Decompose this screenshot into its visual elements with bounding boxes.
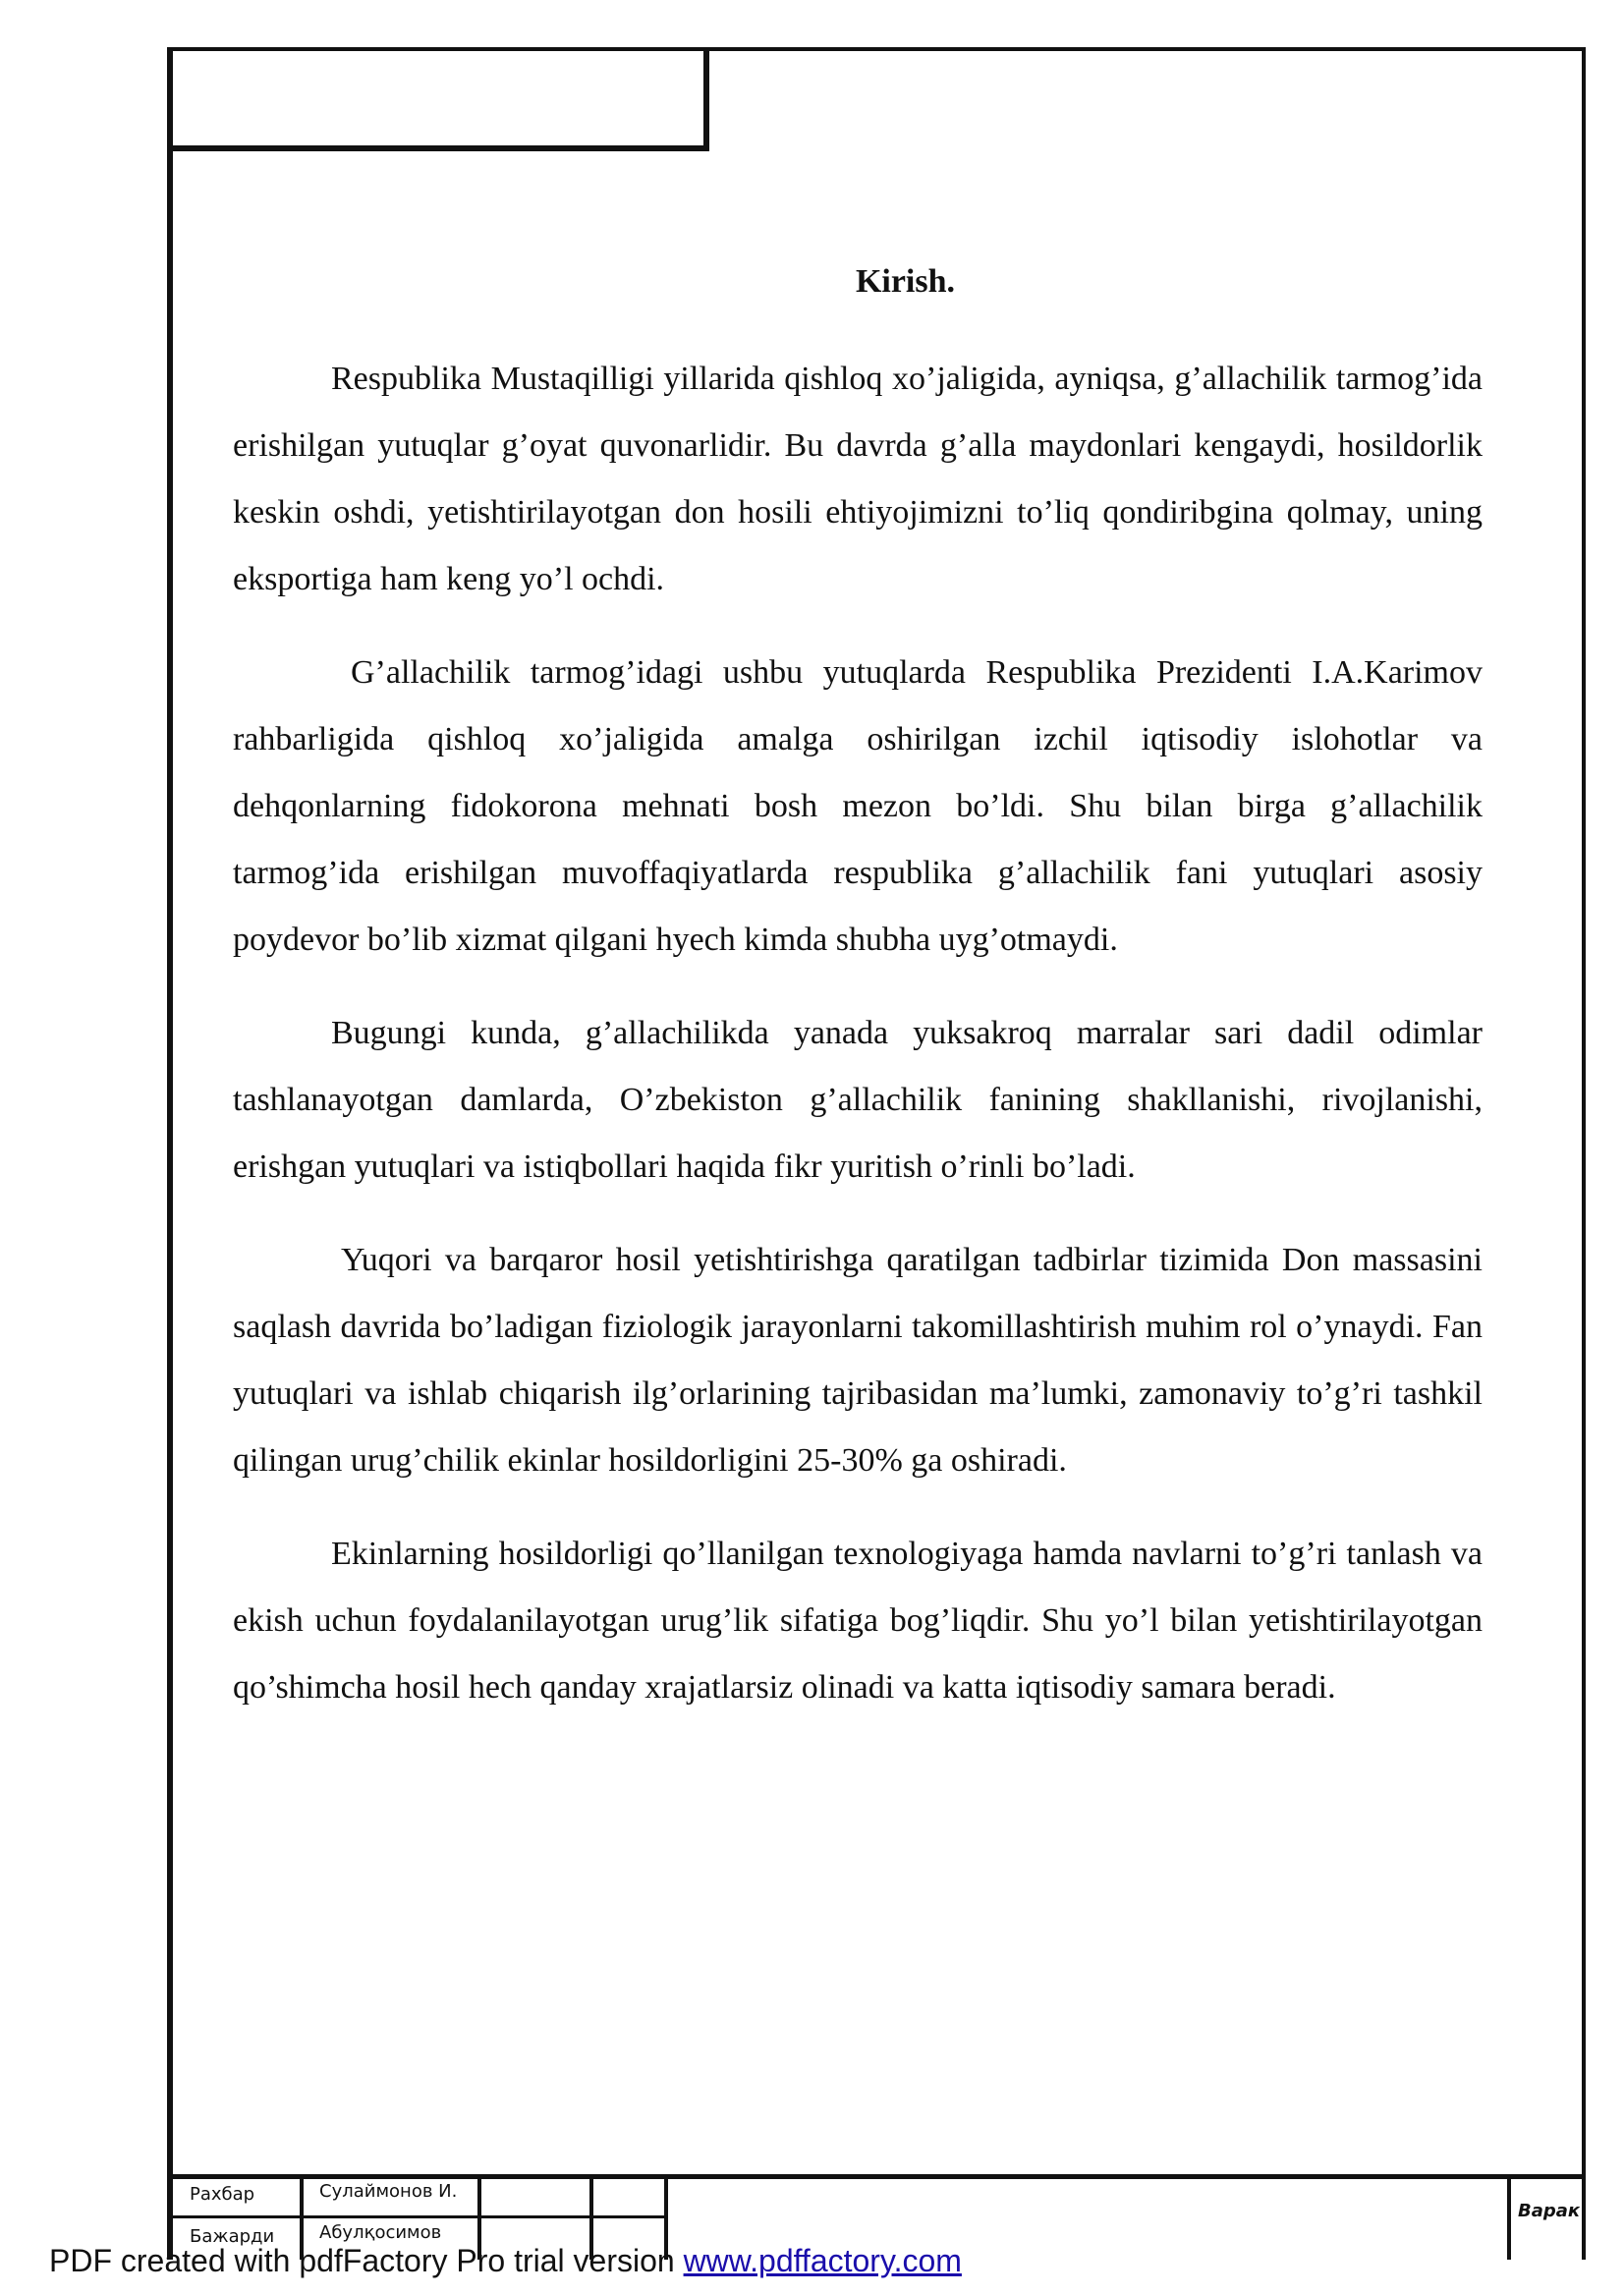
title-block-sheet-divider	[1507, 2174, 1511, 2260]
page-heading: Kirish.	[855, 263, 956, 300]
body-text	[233, 346, 1483, 1748]
paragraph-2: G’allachilik tarmog’idagi ushbu yutuqlarda Respublika Prezidenti I.A.Karimov rahbarligida qishloq xo’jaligida amalga oshirilgan izchil iqtisodiy islohotlar va dehqonlarning fidokorona mehnati bosh mezon bo’ldi. Shu bilan birga g’allachilik tarmog’ida erishilgan muvoffaqiyatlarda respublika g’allachilik fani yutuqlari asosiy poydevor bo’lib xizmat qilgani hyech kimda shubha uyg’otmaydi.	[233, 654, 1483, 958]
supervisor-label: Рахбар	[190, 2184, 255, 2205]
paragraph-4: Yuqori va barqaror hosil yetishtirishga qaratilgan tadbirlar tizimida Don massasini saqlash davrida bo’ladigan fiziologik jarayonlarni takomillashtirish muhim rol o’ynaydi. Fan yutuqlari va ishlab chiqarish ilg’orlarining tajribasidan ma’lumki, zamonaviy to’g’ri tashkil qilingan urug’chilik ekinlar hosildorligini 25-30% ga oshiradi.	[233, 1242, 1483, 1479]
paragraph-5: Ekinlarning hosildorligi qo’llanilgan texnologiyaga hamda navlarni to’g’ri tanlash va ekish uchun foydalanilayotgan urug’lik sifatiga bog’liqdir. Shu yo’l bilan yetishtirilayotgan qo’shimcha hosil hech qanday xrajatlarsiz olinadi va katta iqtisodiy samara beradi.	[233, 1536, 1483, 1706]
pdf-footer-text: PDF created with pdfFactory Pro trial version	[49, 2243, 684, 2278]
sheet-label: Варак	[1518, 2201, 1581, 2221]
title-block-top-line	[167, 2174, 1586, 2179]
pdf-footer-note	[49, 2243, 962, 2279]
performer-label: Бажарди	[190, 2226, 275, 2247]
supervisor-name: Сулаймонов И.	[319, 2181, 458, 2202]
frame-corner-box	[167, 47, 709, 151]
frame-left-border	[167, 47, 173, 2260]
paragraph-1: Respublika Mustaqilligi yillarida qishloq xo’jaligida, ayniqsa, g’allachilik tarmog’ida erishilgan yutuqlar g’oyat quvonarlidir. Bu davrda g’alla maydonlari kengaydi, hosildorlik keskin oshdi, yetishtirilayotgan don hosili ehtiyojimizni to’liq qondiribgina qolmay, uning eksportiga ham keng yo’l ochdi.	[233, 361, 1483, 597]
pdffactory-link[interactable]: www.pdffactory.com	[683, 2243, 962, 2278]
paragraph-3: Bugungi kunda, g’allachilikda yanada yuksakroq marralar sari dadil odimlar tashlanayotgan damlarda, O’zbekiston g’allachilik fanining shakllanishi, rivojlanishi, erishgan yutuqlari va istiqbollari haqida fikr yuritish o’rinli bo’ladi.	[233, 1015, 1483, 1185]
frame-right-border	[1582, 47, 1586, 2260]
performer-name: Абулқосимов	[319, 2222, 442, 2243]
